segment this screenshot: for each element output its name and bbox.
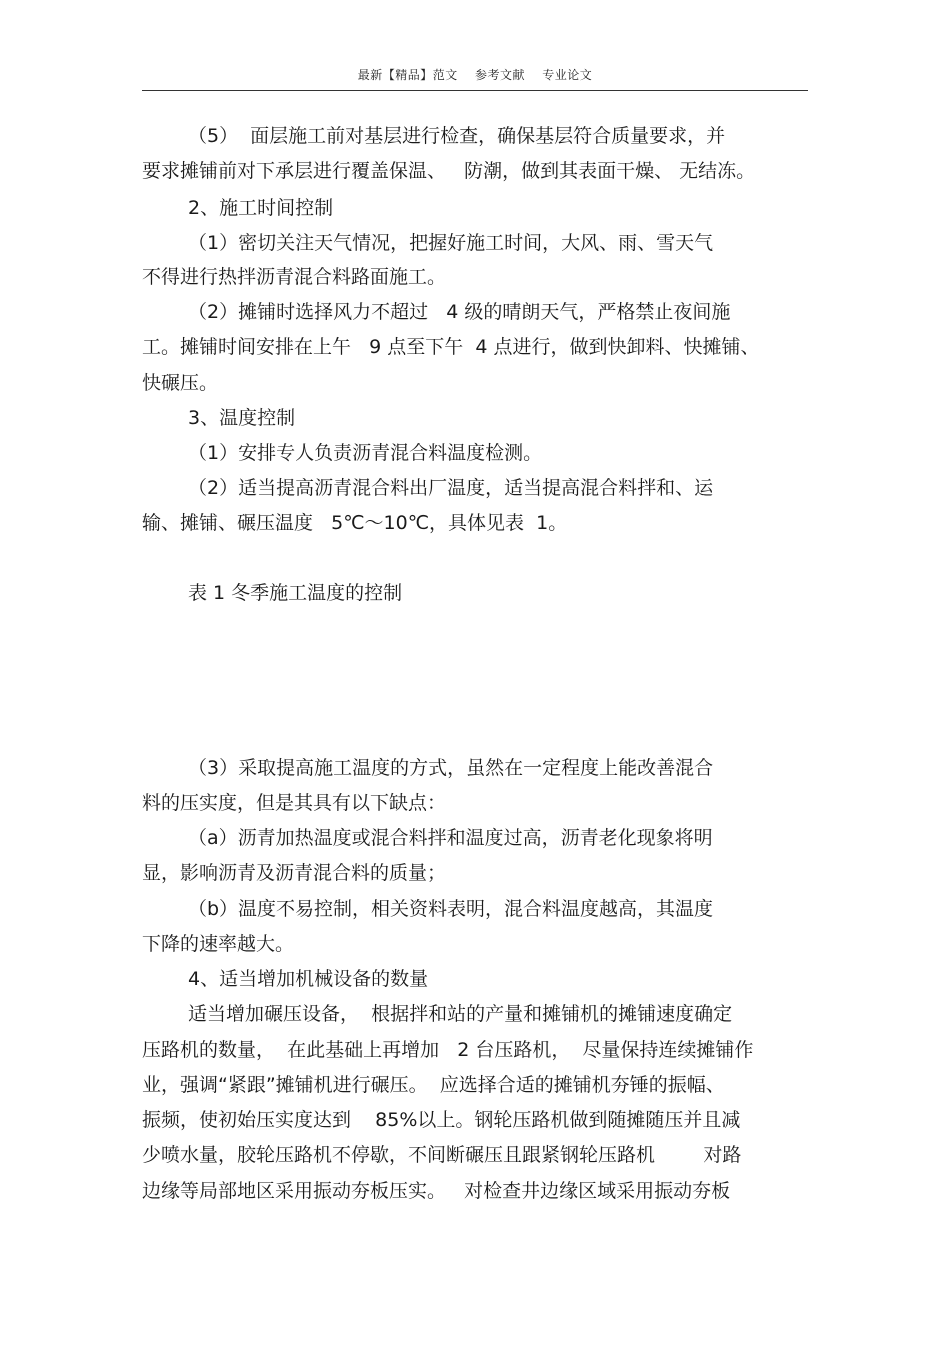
paragraph-line: 少喷水量，胶轮压路机不停歇，不间断碾压且跟紧钢轮压路机 对路	[142, 1144, 742, 1166]
paragraph-line: 要求摊铺前对下承层进行覆盖保温、 防潮，做到其表面干燥、 无结冻。	[142, 160, 756, 182]
header-divider	[142, 90, 808, 91]
paragraph-line: （1）密切关注天气情况，把握好施工时间，大风、雨、雪天气	[188, 232, 714, 254]
paragraph-line: 料的压实度，但是其具有以下缺点：	[142, 792, 447, 814]
paragraph-line: （3）采取提高施工温度的方式，虽然在一定程度上能改善混合	[188, 757, 714, 779]
paragraph-line: （2）摊铺时选择风力不超过 4 级的晴朗天气，严格禁止夜间施	[188, 301, 731, 323]
paragraph-line: 压路机的数量， 在此基础上再增加 2 台压路机， 尽量保持连续摊铺作	[142, 1039, 754, 1061]
table-caption: 表 1 冬季施工温度的控制	[188, 582, 403, 604]
paragraph-line: 输、摊铺、碾压温度 5℃～10℃，具体见表 1。	[142, 512, 568, 534]
paragraph-line: （b）温度不易控制，相关资料表明，混合料温度越高，其温度	[188, 898, 714, 920]
paragraph-line: （2）适当提高沥青混合料出厂温度，适当提高混合料拌和、运	[188, 477, 714, 499]
paragraph-line: （5） 面层施工前对基层进行检查，确保基层符合质量要求，并	[188, 125, 726, 147]
paragraph-line: 工。摊铺时间安排在上午 9 点至下午 4 点进行，做到快卸料、快摊铺、	[142, 336, 760, 358]
paragraph-line: 业，强调“紧跟”摊铺机进行碾压。 应选择合适的摊铺机夯锤的振幅、	[142, 1074, 725, 1096]
paragraph-line: （1）安排专人负责沥青混合料温度检测。	[188, 442, 543, 464]
section-heading: 3、温度控制	[188, 407, 296, 429]
paragraph-line: 振频，使初始压实度达到 85%以上。钢轮压路机做到随摊随压并且减	[142, 1109, 741, 1131]
paragraph-line: 下降的速率越大。	[142, 933, 295, 955]
paragraph-line: 快碾压。	[142, 372, 219, 394]
paragraph-line: 边缘等局部地区采用振动夯板压实。 对检查井边缘区域采用振动夯板	[142, 1180, 731, 1202]
paragraph-line: 不得进行热拌沥青混合料路面施工。	[142, 266, 447, 288]
page-header: 最新【精品】范文 参考文献 专业论文	[357, 68, 593, 82]
section-heading: 4、适当增加机械设备的数量	[188, 968, 429, 990]
paragraph-line: （a）沥青加热温度或混合料拌和温度过高，沥青老化现象将明	[188, 827, 713, 849]
paragraph-line: 显，影响沥青及沥青混合料的质量；	[142, 862, 447, 884]
section-heading: 2、施工时间控制	[188, 197, 334, 219]
paragraph-line: 适当增加碾压设备， 根据拌和站的产量和摊铺机的摊铺速度确定	[188, 1003, 733, 1025]
